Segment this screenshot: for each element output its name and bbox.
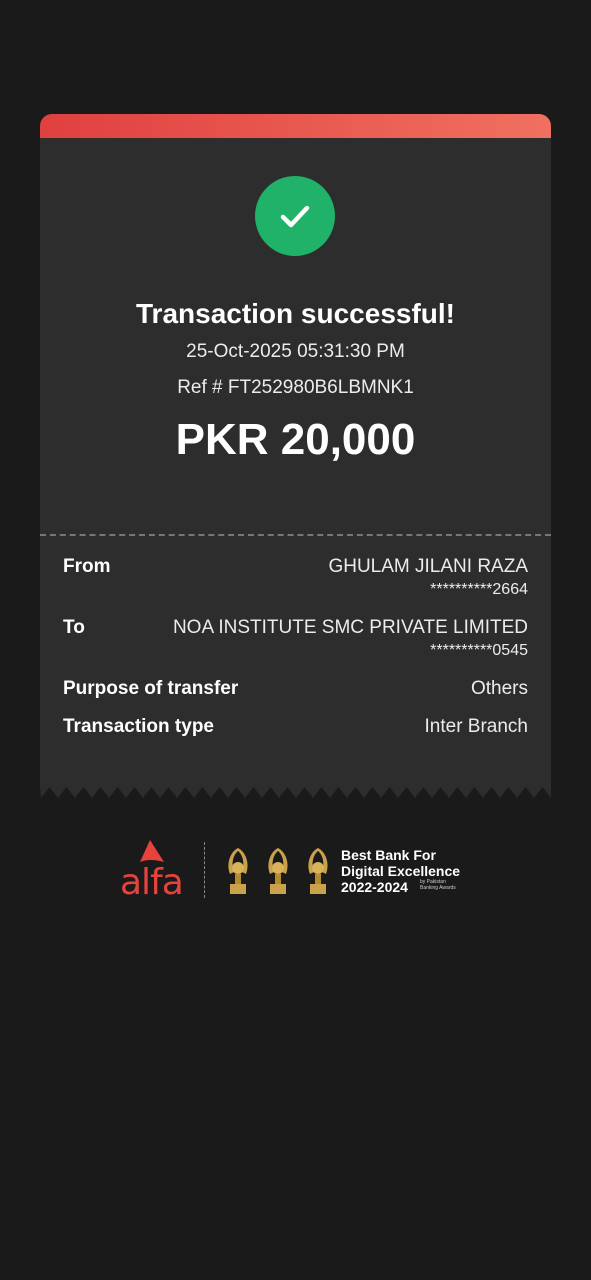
award-by-line-1: by Pakistan xyxy=(420,879,446,885)
receipt-zigzag-edge xyxy=(40,786,551,800)
receipt-summary xyxy=(40,138,551,534)
check-icon xyxy=(255,176,335,256)
transaction-datetime: 25-Oct-2025 05:31:30 PM xyxy=(186,341,405,362)
from-account: **********2664 xyxy=(430,581,528,598)
trophy-icon xyxy=(220,842,256,898)
to-account: **********0545 xyxy=(430,642,528,659)
award-years: 2022-2024 xyxy=(341,879,408,895)
brand-name: alfa xyxy=(120,862,183,903)
footer-separator xyxy=(204,842,205,898)
award-line-1: Best Bank For xyxy=(341,847,436,863)
receipt-header-bar xyxy=(40,114,551,138)
from-name: GHULAM JILANI RAZA xyxy=(328,556,528,577)
trophy-icon xyxy=(300,842,336,898)
transaction-amount: PKR 20,000 xyxy=(175,415,416,464)
transaction-receipt xyxy=(40,114,551,800)
award-line-2: Digital Excellence xyxy=(341,863,461,879)
award-title xyxy=(341,847,460,879)
to-label: To xyxy=(63,617,85,638)
award-by-line-2: Banking Awards xyxy=(420,885,456,891)
from-label: From xyxy=(63,556,111,577)
transaction-status-title: Transaction successful! xyxy=(135,298,455,329)
purpose-label: Purpose of transfer xyxy=(63,678,239,699)
transaction-details xyxy=(40,536,551,786)
award-by xyxy=(420,879,456,891)
trophy-icon xyxy=(260,842,296,898)
to-name: NOA INSTITUTE SMC PRIVATE LIMITED xyxy=(172,617,528,638)
footer-branding xyxy=(118,838,478,903)
type-value: Inter Branch xyxy=(424,716,528,737)
transaction-reference: Ref # FT252980B6LBMNK1 xyxy=(177,377,414,398)
type-label: Transaction type xyxy=(63,716,214,737)
purpose-value: Others xyxy=(470,678,528,699)
